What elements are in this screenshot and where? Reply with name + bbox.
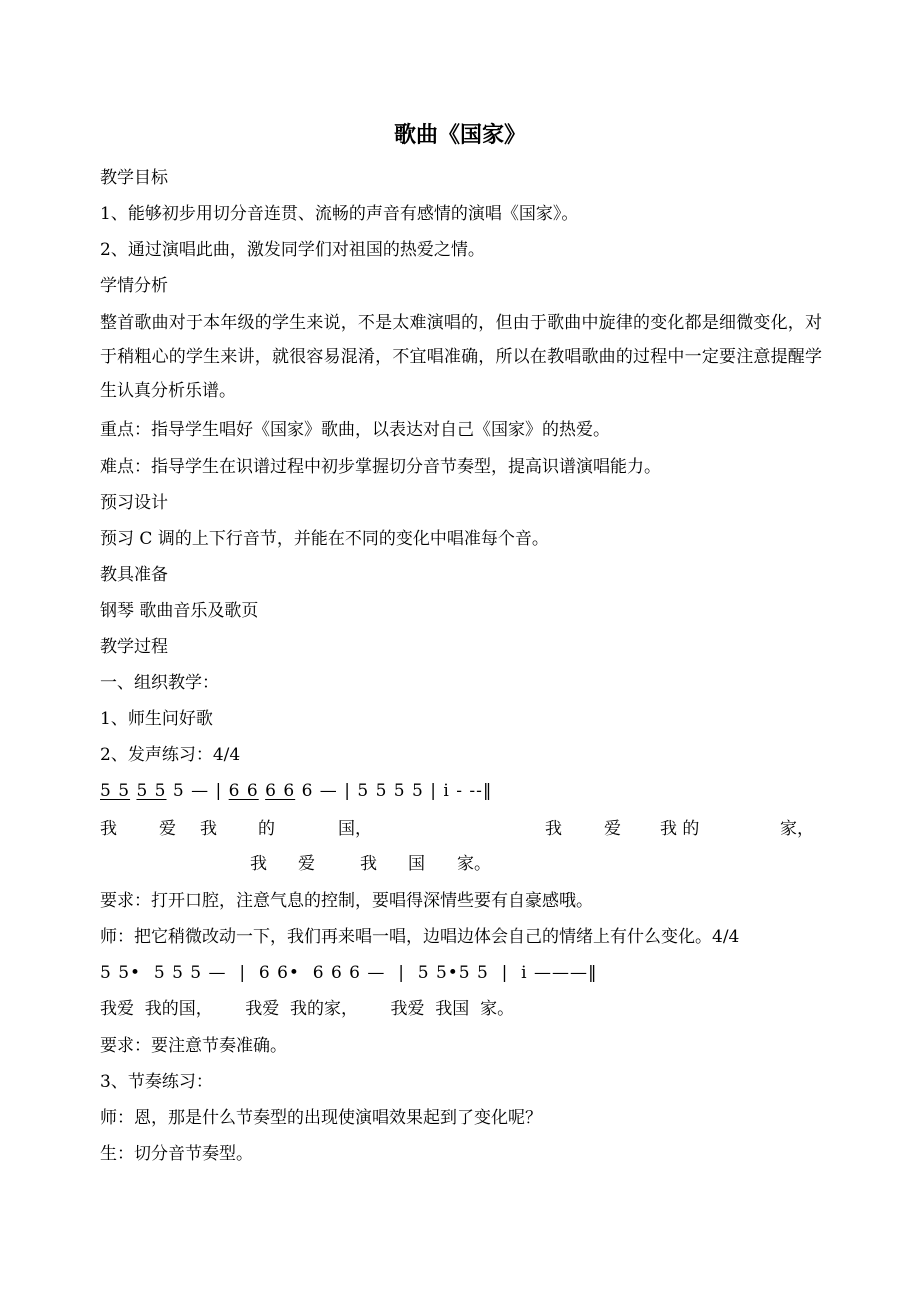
key-point: 重点：指导学生唱好《国家》歌曲，以表达对自己《国家》的热爱。 [100, 420, 610, 440]
difficulty: 难点：指导学生在识谱过程中初步掌握切分音节奏型，提高识谱演唱能力。 [100, 457, 661, 477]
note-group: 5 — | [172, 781, 223, 801]
process-heading: 教学过程 [100, 637, 168, 657]
requirement-1: 要求：打开口腔，注意气息的控制，要唱得深情些要有自豪感哦。 [100, 891, 593, 911]
step-one: 一、组织教学： [100, 673, 219, 693]
goal-item-2: 2、通过演唱此曲，激发同学们对祖国的热爱之情。 [100, 240, 485, 260]
lyric-word: 爱 [604, 819, 621, 839]
teacher-line-2: 师：恩，那是什么节奏型的出现使演唱效果起到了变化呢？ [100, 1108, 542, 1128]
teacher-line-1: 师：把它稍微改动一下，我们再来唱一唱，边唱边体会自己的情绪上有什么变化。4/4 [100, 927, 740, 947]
step-1: 1、师生问好歌 [100, 709, 213, 729]
step-3: 3、节奏练习： [100, 1072, 213, 1092]
lyric-word: 我 [250, 854, 267, 874]
tools-heading: 教具准备 [100, 565, 168, 585]
note-group: 5 5 [136, 781, 167, 801]
lyric-word: 我 [100, 819, 117, 839]
lyric-word: 爱 [298, 854, 315, 874]
lyric-word: 家， [780, 819, 814, 839]
lyric-word: 我 [200, 819, 217, 839]
requirement-2: 要求：要注意节奏准确。 [100, 1036, 287, 1056]
lyric-word: 的 [258, 819, 275, 839]
lyric-word: 国 [408, 854, 425, 874]
student-line-1: 生：切分音节奏型。 [100, 1144, 253, 1164]
note-group: i - --‖ [443, 781, 493, 801]
lyric-word: 国， [338, 819, 372, 839]
lyrics-line-2: 我爱 我的国， 我爱 我的家， 我爱 我国 家。 [100, 999, 515, 1019]
lyric-word: 我 [545, 819, 562, 839]
page-title: 歌曲《国家》 [393, 123, 526, 148]
analysis-paragraph: 整首歌曲对于本年级的学生来说，不是太难演唱的，但由于歌曲中旋律的变化都是细微变化，对于稍粗心的学生来讲，就很容易混淆，不宜唱准确，所以在教唱歌曲的过程中一定要注意提醒学生认真分析乐谱。 [100, 313, 822, 401]
goal-item-1: 1、能够初步用切分音连贯、流畅的声音有感情的演唱《国家》。 [100, 204, 579, 224]
lyric-word: 我 的 [660, 819, 700, 839]
preview-text: 预习 C 调的上下行音节，并能在不同的变化中唱准每个音。 [100, 529, 549, 549]
lyric-word: 爱 [159, 819, 176, 839]
notation-line-1 [100, 779, 492, 803]
note-group: 5 5 5 5 | [357, 781, 437, 801]
analysis-heading: 学情分析 [100, 276, 168, 296]
tools-text: 钢琴 歌曲音乐及歌页 [100, 601, 259, 621]
step-2: 2、发声练习：4/4 [100, 745, 241, 765]
note-group: 5 5 [100, 781, 131, 801]
note-group: 6 6 [228, 781, 259, 801]
note-group: 6 6 [265, 781, 296, 801]
lyric-word: 家。 [457, 854, 491, 874]
goal-heading: 教学目标 [100, 168, 168, 188]
lyric-word: 我 [360, 854, 377, 874]
note-group: 6 — | [301, 781, 351, 801]
notation-line-2: 5 5• 5 5 5 — | 6 6• 6 6 6 — | 5 5•5 5 | i ———‖ [100, 963, 598, 983]
preview-heading: 预习设计 [100, 493, 168, 513]
